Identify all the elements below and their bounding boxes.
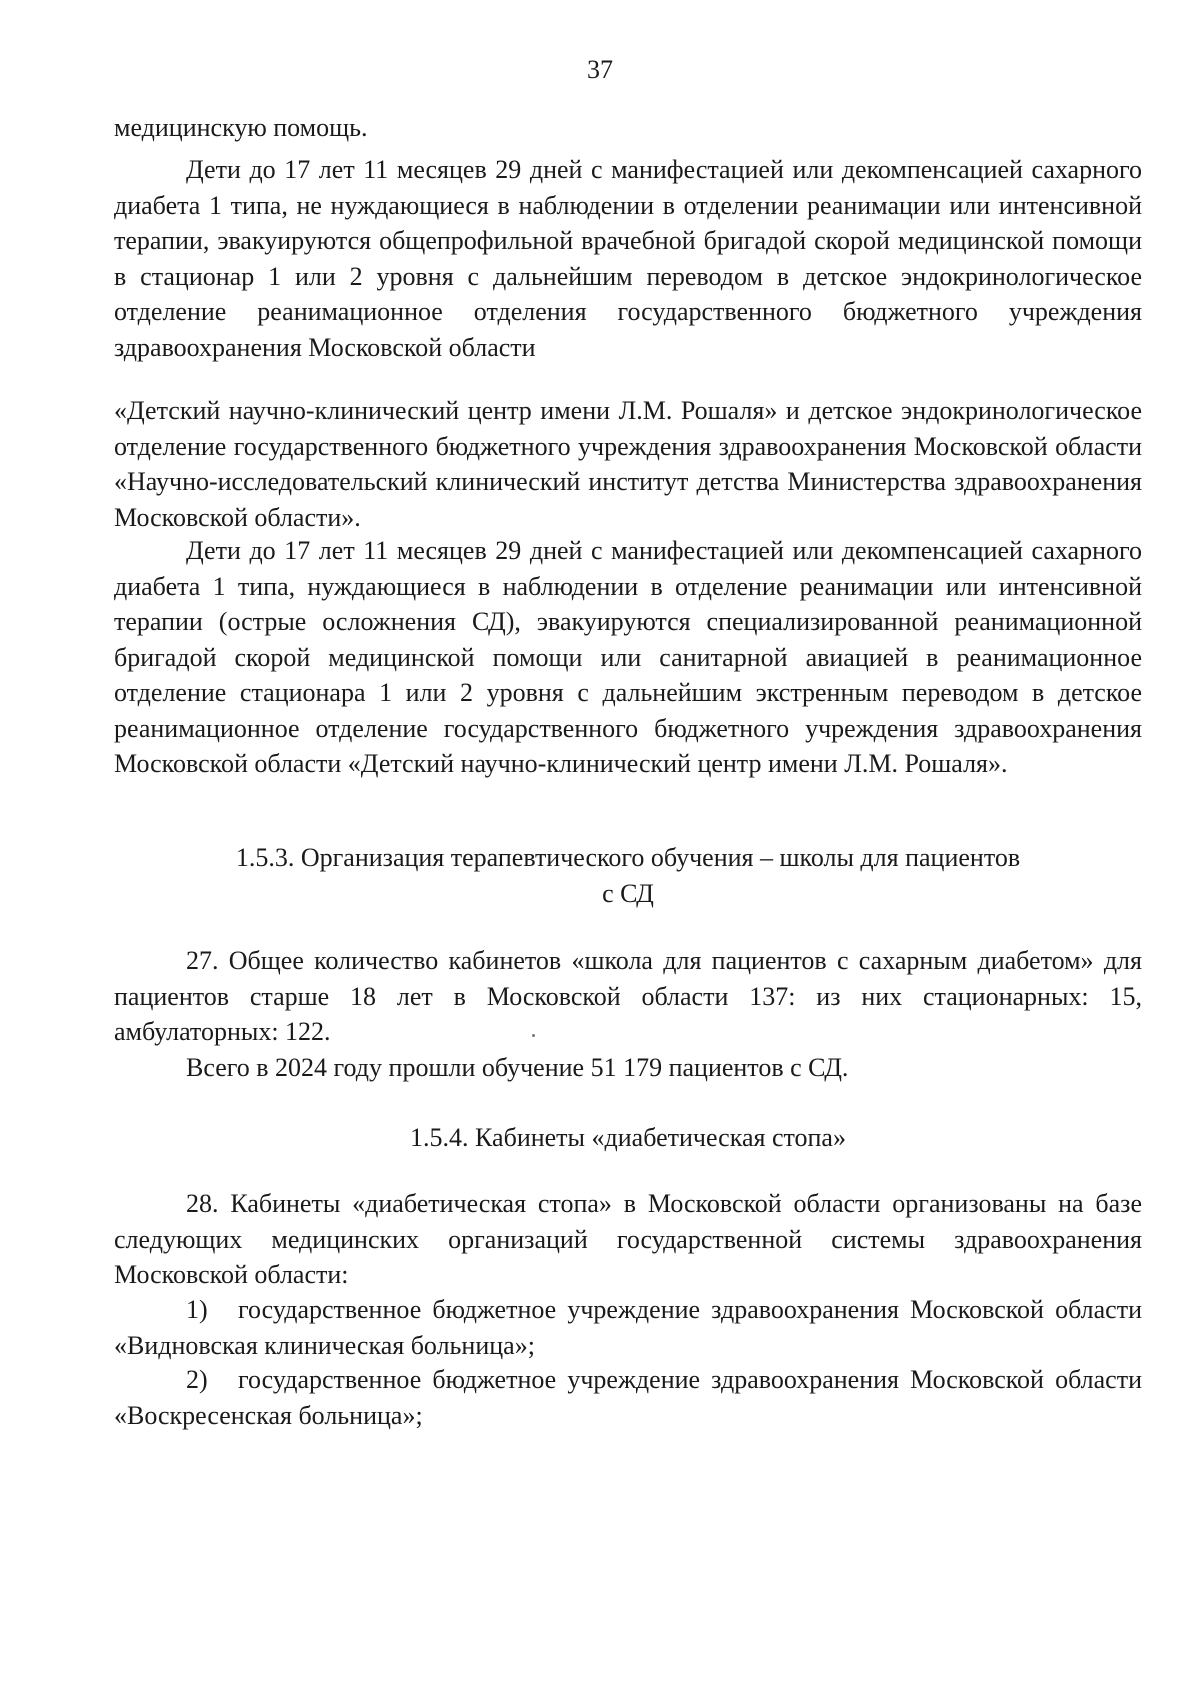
paragraph-text: Всего в 2024 году прошли обучение 51 179 пациентов с СД. (186, 1053, 849, 1082)
section-heading-1-5-3 (114, 840, 1142, 912)
heading-line: с СД (602, 879, 654, 908)
section-heading-1-5-4 (114, 1120, 1142, 1156)
paragraph-total-trained (114, 1050, 1142, 1086)
list-item-1 (114, 1292, 1142, 1363)
list-number: 2) (186, 1365, 208, 1394)
paragraph-hospitals-list (114, 393, 1142, 535)
list-item-text: государственное бюджетное учреждение здравоохранения Московской области «Видновская клиническая больница»; (114, 1295, 1142, 1360)
paragraph-children-no-icu (114, 152, 1142, 365)
heading-line: 1.5.4. Кабинеты «диабетическая стопа» (410, 1123, 846, 1152)
paragraph-text: медицинскую помощь. (114, 113, 368, 142)
heading-line: 1.5.3. Организация терапевтического обучения – школы для пациентов (235, 843, 1021, 872)
paragraph-text: 28. Кабинеты «диабетическая стопа» в Московской области организованы на базе следующих медицинских организаций государственной системы здравоохранения Московской области: (114, 1189, 1142, 1289)
paragraph-text: Дети до 17 лет 11 месяцев 29 дней с манифестацией или декомпенсацией сахарного диабета 1 типа, нуждающиеся в наблюдении в отделение реанимации или интенсивной терапии (острые осложнения СД), эвакуируются специализированной реанимационной бригадой скорой медицинской помощи или санитарной авиацией в реанимационное отделение стационара 1 или 2 уровня с дальнейшим экстренным переводом в детское реанимационное отделение государственного бюджетного учреждения здравоохранения Московской области «Детский научно-клинический центр имени Л.М. Рошаля». (114, 536, 1142, 778)
scan-speck (532, 1034, 535, 1037)
page-number: 37 (587, 55, 613, 84)
paragraph-text: 27. Общее количество кабинетов «школа для пациентов с сахарным диабетом» для пациентов старше 18 лет в Московской области 137: из них стационарных: 15, амбулаторных: 122. (114, 946, 1142, 1046)
list-number: 1) (186, 1295, 208, 1324)
paragraph-children-icu (114, 533, 1142, 782)
paragraph-text: «Детский научно-клинический центр имени Л.М. Рошаля» и детское эндокринологическое отделение государственного бюджетного учреждения здравоохранения Московской области «Научно-исследовательский клинический институт детства Министерства здравоохранения Московской области». (114, 396, 1142, 532)
paragraph-28 (114, 1186, 1142, 1293)
list-item-2 (114, 1362, 1142, 1433)
list-item-text: государственное бюджетное учреждение здравоохранения Московской области «Воскресенская больница»; (114, 1365, 1142, 1430)
paragraph-27 (114, 943, 1142, 1050)
paragraph-continuation (114, 110, 1142, 146)
paragraph-text: Дети до 17 лет 11 месяцев 29 дней с манифестацией или декомпенсацией сахарного диабета 1 типа, не нуждающиеся в наблюдении в отделении реанимации или интенсивной терапии, эвакуируются общепрофильной врачебной бригадой скорой медицинской помощи в стационар 1 или 2 уровня с дальнейшим переводом в детское эндокринологическое отделение реанимационное отделения государственного бюджетного учреждения здравоохранения Московской области (114, 155, 1142, 362)
